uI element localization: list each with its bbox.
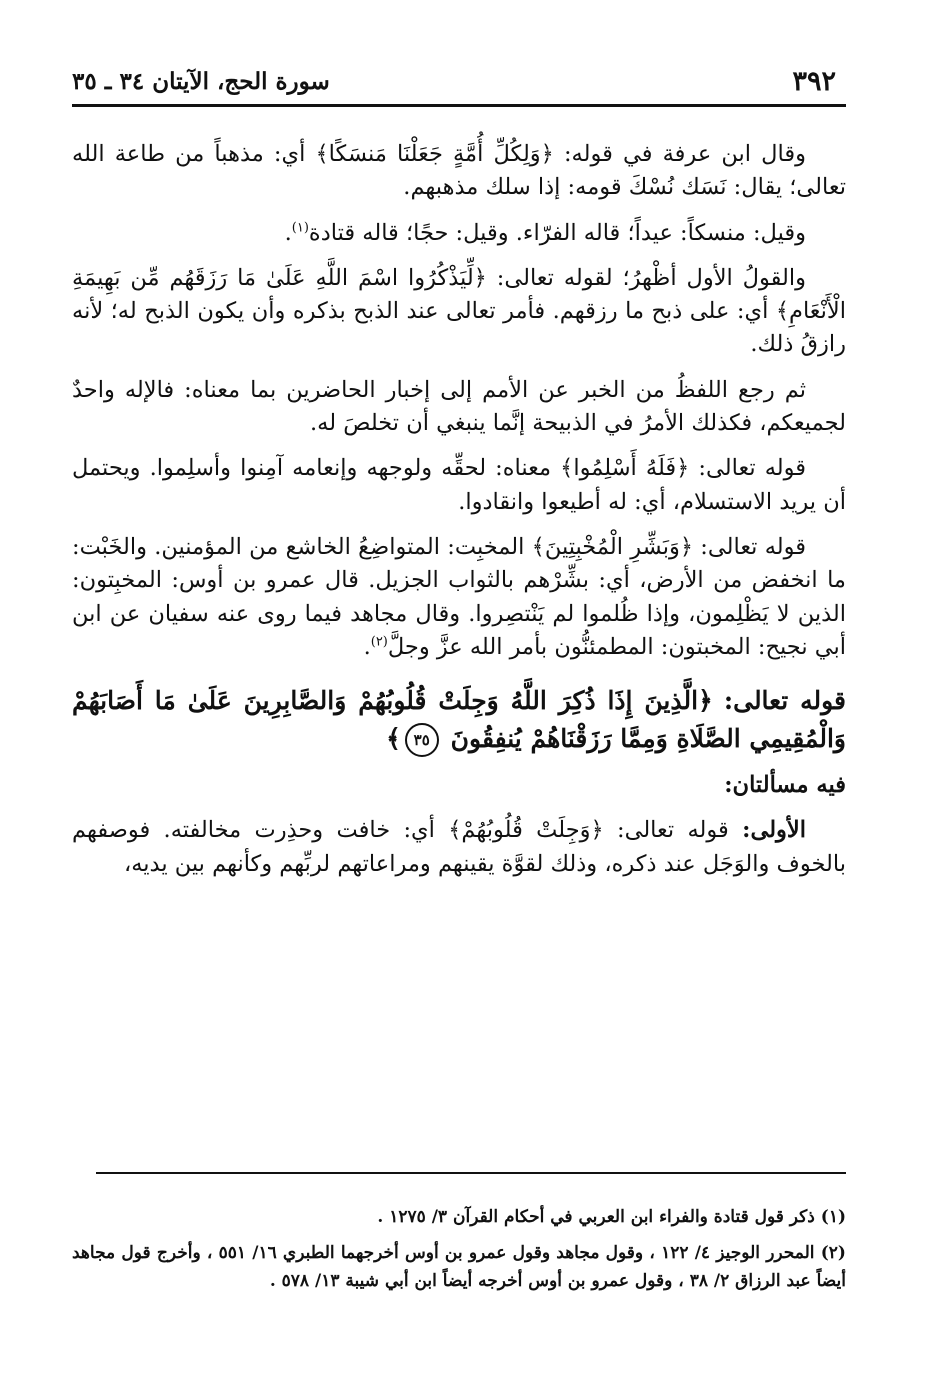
footnote-ref: (١) <box>291 220 309 236</box>
paragraph-text: قوله تعالى: ﴿وَجِلَتْ قُلُوبُهُمْ﴾ أي: خافت وحذِرت مخالفته. فوصفهم بالخوف والوَجَل عند ذكره، وذلك لقوَّة يقينهم ومراعاتهم لربِّهم وكأنهم بين يديه، <box>72 817 846 877</box>
footnote-ref: (٢) <box>370 634 388 650</box>
quran-verse: ﴿الَّذِينَ إِذَا ذُكِرَ اللَّهُ وَجِلَتْ قُلُوبُهُمْ وَالصَّابِرِينَ عَلَىٰ مَا أَصَابَهُمْ وَالْمُقِيمِي الصَّلَاةِ وَمِمَّا رَزَقْنَاهُمْ يُنفِقُونَ <box>72 686 846 753</box>
paragraph <box>72 814 846 881</box>
footnote: (١) ذكر قول قتادة والفراء ابن العربي في أحكام القرآن ٣/ ١٢٧٥ . <box>377 1207 846 1227</box>
paragraph: قوله تعالى: ﴿فَلَهُ أَسْلِمُوا﴾ معناه: لحقِّه ولوجهه وإنعامه آمِنوا وأسلِموا. ويحتمل أن يريد الاستسلام، أي: له أطيعوا وانقادوا. <box>72 455 846 515</box>
paragraph: والقولُ الأول أظْهرُ؛ لقوله تعالى: ﴿لِّيَذْكُرُوا اسْمَ اللَّهِ عَلَىٰ مَا رَزَقَهُم مِّن بَهِيمَةِ الْأَنْعَامِ﴾ أي: على ذبح ما رزقهم. فأمر تعالى عند الذبح بذكره وأن يكون الذبح له؛ لأنه رازقُ ذلك. <box>72 264 846 358</box>
paragraph-end: . <box>284 219 292 246</box>
main-text <box>72 138 846 893</box>
verse-close-bracket: ﴾ <box>386 723 401 753</box>
footnote-divider <box>96 1172 846 1174</box>
paragraph: وقال ابن عرفة في قوله: ﴿وَلِكُلِّ أُمَّةٍ جَعَلْنَا مَنسَكًا﴾ أي: مذهباً من طاعة الله تعالى؛ يقال: نَسَك نُسْكَ قومه: إذا سلك مذهبهم. <box>72 141 846 201</box>
section-heading: فيه مسألتان: <box>724 772 846 799</box>
paragraph <box>72 217 846 250</box>
paragraph-text: وقيل: منسكاً: عيداً؛ قاله الفرّاء. وقيل: حجًا؛ قاله قتادة <box>308 219 806 246</box>
verse-block <box>72 682 846 757</box>
ayah-number-icon: ٣٥ <box>405 723 439 757</box>
page-number: ٣٩٢ <box>792 66 836 97</box>
footnote: (٢) المحرر الوجيز ٤/ ١٢٢ ، وقول مجاهد وقول عمرو بن أوس أخرجهما الطبري ١٦/ ٥٥١ ، وأخرج قول مجاهد أيضاً عبد الرزاق ٢/ ٣٨ ، وقول عمرو بن أوس أخرجه أيضاً ابن أبي شيبة ١٣/ ٥٧٨ . <box>72 1243 846 1292</box>
verse-intro: قوله تعالى: <box>723 686 846 716</box>
running-title: سورة الحج، الآيتان ٣٤ ـ ٣٥ <box>72 68 330 95</box>
page-header <box>72 62 846 107</box>
footnotes <box>72 1203 846 1303</box>
paragraph-end: . <box>363 633 371 660</box>
paragraph <box>72 531 846 664</box>
paragraph: ثم رجع اللفظُ من الخبر عن الأمم إلى إخبار الحاضرين بما معناه: فالإله واحدٌ لجميعكم، فكذلك الأمرُ في الذبيحة إنَّما ينبغي أن تخلصَ له. <box>72 376 846 437</box>
paragraph-text: قوله تعالى: ﴿وَبَشِّرِ الْمُخْبِتِينَ﴾ المخبِت: المتواضِعُ الخاشع من المؤمنين. والخَبْت: ما انخفض من الأرض، أي: بشِّرْهم بالثواب الجزيل. قال عمرو بن أوس: المخبِتون: الذين لا يَظْلِمون، وإذا ظُلموا لم يَنْتصِروا. وقال مجاهد فيما روى عنه سفيان عن ابن أبي نجيح: المخبتون: المطمئنُّون بأمر الله عزَّ وجلَّ <box>72 533 846 660</box>
issue-label: الأولى: <box>742 817 807 844</box>
